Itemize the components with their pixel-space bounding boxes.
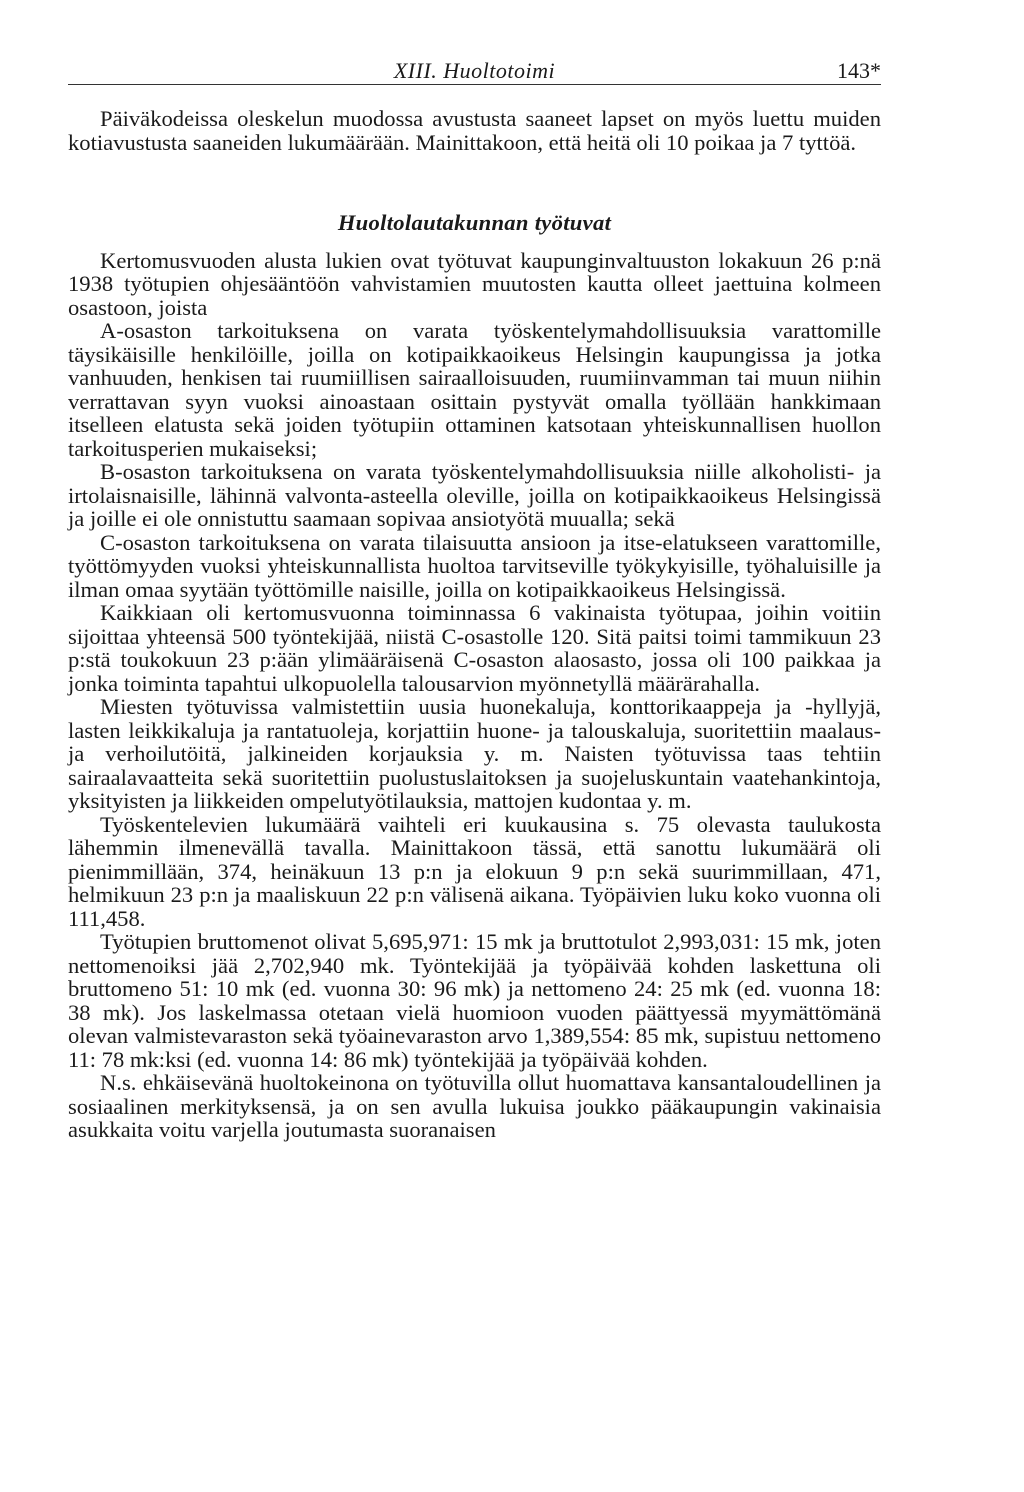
- paragraph: A-osaston tarkoituksena on varata työskentelymahdollisuuksia varattomille täysikäisille henkilöille, joilla on kotipaikkaoikeus Helsingin kaupungissa ja jotka vanhuuden, henkisen tai ruumiillisen sairaalloisuuden, ruumiinvamman tai muun niihin verrattavan syyn vuoksi ainoastaan osittain pystyvät omalla työllään hankkimaan itselleen elatusta sekä joiden työtupiin ottaminen katsotaan yhteiskunnallisen huollon tarkoitusperien mukaiseksi;: [68, 318, 881, 461]
- paragraph: Kertomusvuoden alusta lukien ovat työtuvat kaupunginvaltuuston lokakuun 26 p:nä 1938 työtupien ohjesääntöön vahvistamien muutosten kautta olleet jaettuina kolmeen osastoon, joista: [68, 247, 881, 320]
- paragraph: N.s. ehkäisevänä huoltokeinona on työtuvilla ollut huomattava kansantaloudellinen ja sosiaalinen merkityksensä, ja on sen avulla lukuisa joukko pääkaupungin vakinaisia asukkaita voitu varjella joutumasta suoranaisen: [68, 1070, 881, 1142]
- document-body: [68, 107, 881, 1142]
- page-number: 143*: [837, 58, 881, 83]
- paragraph: C-osaston tarkoituksena on varata tilaisuutta ansioon ja itse-elatukseen varattomille, työttömyyden vuoksi yhteiskunnallista huoltoa tarvitseville työkykyisille, työhaluisille ja ilman omaa syytään työttömille naisille, joilla on kotipaikkaoikeus Helsingissä.: [68, 529, 881, 602]
- intro-paragraph: Päiväkodeissa oleskelun muodossa avustusta saaneet lapset on myös luettu muiden kotiavustusta saaneiden lukumäärään. Mainittakoon, että heitä oli 10 poikaa ja 7 tyttöä.: [68, 106, 881, 155]
- paragraph: Työtupien bruttomenot olivat 5,695,971: 15 mk ja bruttotulot 2,993,031: 15 mk, joten nettomenoiksi jää 2,702,940 mk. Työntekijää ja työpäivää kohden laskettuna oli bruttomeno 51: 10 mk (ed. vuonna 30: 96 mk) ja nettomeno 24: 25 mk (ed. vuonna 18: 38 mk). Jos laskelmassa otetaan vielä huomioon vuoden päättyessä myymättömänä olevan valmistevaraston sekä työainevaraston arvo 1,389,554: 85 mk, supistuu nettomeno 11: 78 mk:ksi (ed. vuonna 14: 86 mk) työntekijää ja työpäivää kohden.: [68, 929, 881, 1072]
- paragraph: Kaikkiaan oli kertomusvuonna toiminnassa 6 vakinaista työtupaa, joihin voitiin sijoittaa yhteensä 500 työntekijää, niistä C-osastolle 120. Sitä paitsi toimi tammikuun 23 p:stä toukokuun 23 p:ään ylimääräisenä C-osaston alaosasto, jossa oli 100 paikkaa ja jonka toiminta tapahtui ulkopuolella talousarvion myönnetyllä määrärahalla.: [68, 600, 881, 696]
- section-heading: Huoltolautakunnan työtuvat: [337, 210, 612, 235]
- paragraph: Miesten työtuvissa valmistettiin uusia huonekaluja, konttorikaappeja ja -hyllyjä, lasten leikkikaluja ja rantatuoleja, korjattiin huone- ja talouskaluja, suoritettiin maalaus- ja verhoilutöitä, jalkineiden korjauksia y. m. Naisten työtuvissa taas tehtiin sairaalavaatteita sekä suoritettiin puolustuslaitoksen ja suojeluskuntain vaatehankintoja, yksityisten ja liikkeiden ompelutyötilauksia, mattojen kudontaa y. m.: [68, 694, 881, 813]
- paragraph: B-osaston tarkoituksena on varata työskentelymahdollisuuksia niille alkoholisti- ja irtolaisnaisille, lähinnä valvonta-asteella oleville, joilla on kotipaikkaoikeus Helsingissä ja joille ei ole onnistuttu saamaan sopivaa ansiotyötä muualla; sekä: [68, 459, 881, 531]
- paragraph: Työskentelevien lukumäärä vaihteli eri kuukausina s. 75 olevasta taulukosta lähemmin ilmenevällä tavalla. Mainittakoon tässä, että sanottu lukumäärä oli pienimmillään, 374, heinäkuun 13 p:n ja elokuun 9 p:n sekä suurimmillaan, 471, helmikuun 23 p:n ja maaliskuun 22 p:n välisenä aikana. Työpäivien luku koko vuonna oli 111,458.: [68, 811, 881, 931]
- document-page: [68, 52, 881, 1142]
- running-header: [68, 52, 881, 85]
- chapter-title: XIII. Huoltotoimi: [393, 58, 556, 83]
